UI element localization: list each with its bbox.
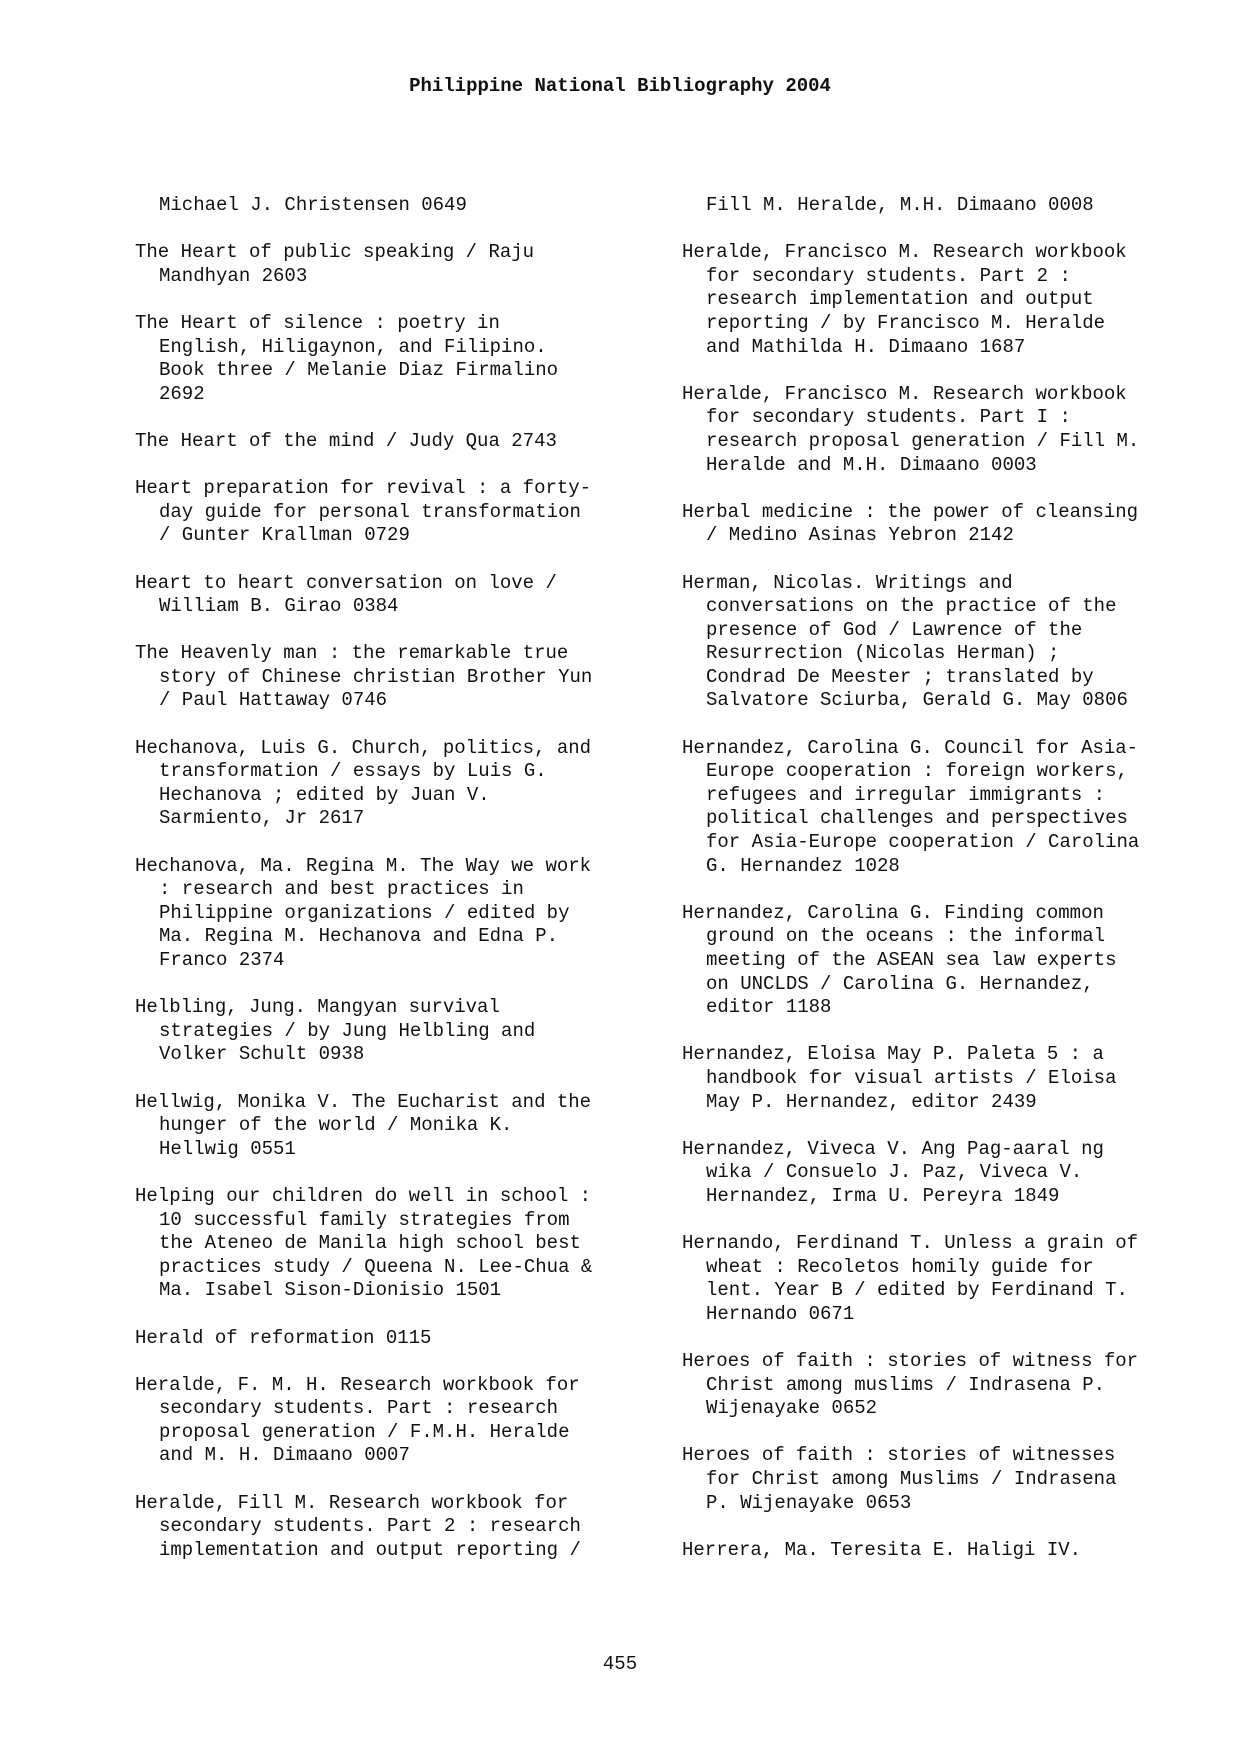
bibliography-entry: Helping our children do well in school : 10 successful family strategies from the Ateneo de Manila high school best practices study / Queena N. Lee-Chua & Ma. Isabel Sison-Dionisio 1501: [135, 1184, 593, 1302]
bibliography-entry: Hernandez, Viveca V. Ang Pag-aaral ng wika / Consuelo J. Paz, Viveca V. Hernandez, Irma U. Pereyra 1849: [682, 1137, 1104, 1207]
bibliography-entry: Heralde, Francisco M. Research workbook for secondary students. Part 2 : research implementation and output reporting / by Francisco M. Heralde and Mathilda H. Dimaano 1687: [682, 241, 1127, 358]
bibliography-entry: The Heart of the mind / Judy Qua 2743: [135, 429, 557, 452]
bibliography-entry: Herbal medicine : the power of cleansing / Medino Asinas Yebron 2142: [682, 500, 1139, 547]
bibliography-entry: Hernandez, Carolina G. Finding common ground on the oceans : the informal meeting of the ASEAN sea law experts on UNCLDS / Carolina G. Hernandez, editor 1188: [682, 901, 1117, 1019]
bibliography-entry: The Heavenly man : the remarkable true story of Chinese christian Brother Yun / Paul Hattaway 0746: [135, 642, 593, 712]
bibliography-entry: The Heart of public speaking / Raju Mandhyan 2603: [135, 241, 535, 287]
bibliography-entry: The Heart of silence : poetry in English, Hiligaynon, and Filipino. Book three / Melanie Diaz Firmalino 2692: [135, 311, 559, 405]
page-title: Philippine National Bibliography 2004: [409, 75, 831, 97]
page-number: 455: [602, 1653, 638, 1675]
bibliography-entry: Hechanova, Luis G. Church, politics, and transformation / essays by Luis G. Hechanova ; edited by Juan V. Sarmiento, Jr 2617: [135, 736, 592, 830]
bibliography-entry: Herman, Nicolas. Writings and conversations on the practice of the presence of God / Lawrence of the Resurrection (Nicolas Herman) ; Condrad De Meester ; translated by Salvatore Sciurba, Gerald G. May 0806: [682, 571, 1128, 712]
left-column: [135, 194, 675, 1586]
bibliography-entry: Heralde, Francisco M. Research workbook for secondary students. Part I : research proposal generation / Fill M. Heralde and M.H. Dimaano 0003: [682, 382, 1140, 476]
bibliography-entry: Herald of reformation 0115: [135, 1326, 432, 1349]
bibliography-entry: Heralde, Fill M. Research workbook for secondary students. Part 2 : research implementation and output reporting /: [135, 1491, 581, 1561]
right-column: [682, 194, 1202, 1586]
bibliography-entry: Hechanova, Ma. Regina M. The Way we work : research and best practices in Philippine organizations / edited by Ma. Regina M. Hechanova and Edna P. Franco 2374: [135, 854, 592, 971]
bibliography-entry: Heroes of faith : stories of witnesses for Christ among Muslims / Indrasena P. Wijenayake 0653: [682, 1444, 1117, 1514]
bibliography-entry: Heroes of faith : stories of witness for Christ among muslims / Indrasena P. Wijenayake 0652: [682, 1350, 1139, 1420]
bibliography-entry: Heart to heart conversation on love / William B. Girao 0384: [135, 571, 557, 618]
bibliography-entry: Herrera, Ma. Teresita E. Haligi IV.: [682, 1538, 1082, 1561]
bibliography-entry: Hernandez, Eloisa May P. Paleta 5 : a handbook for visual artists / Eloisa May P. Hernandez, editor 2439: [682, 1043, 1117, 1113]
bibliography-entry: Hernandez, Carolina G. Council for Asia- Europe cooperation : foreign workers, refugees and irregular immigrants : political challenges and perspectives for Asia-Europe cooperation / Carolina G. Hernandez 1028: [682, 736, 1140, 877]
bibliography-entry: Heart preparation for revival : a forty- day guide for personal transformation / Gunter Krallman 0729: [135, 477, 592, 547]
bibliography-entry: Hellwig, Monika V. The Eucharist and the hunger of the world / Monika K. Hellwig 0551: [135, 1090, 592, 1160]
bibliography-entry: Heralde, F. M. H. Research workbook for secondary students. Part : research proposal generation / F.M.H. Heralde and M. H. Dimaano 0007: [135, 1373, 580, 1467]
continued-entry: Fill M. Heralde, M.H. Dimaano 0008: [706, 194, 1094, 216]
bibliography-entry: Hernando, Ferdinand T. Unless a grain of wheat : Recoletos homily guide for lent. Year B / edited by Ferdinand T. Hernando 0671: [682, 1232, 1139, 1325]
continued-entry: Michael J. Christensen 0649: [159, 194, 467, 216]
bibliography-entry: Helbling, Jung. Mangyan survival strategies / by Jung Helbling and Volker Schult 0938: [135, 996, 536, 1066]
